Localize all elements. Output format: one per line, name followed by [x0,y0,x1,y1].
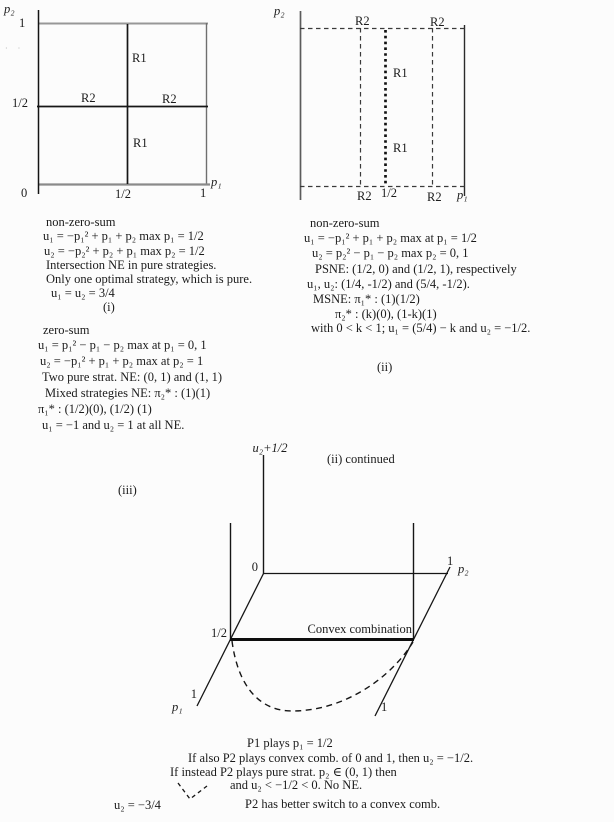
region-r1-lower: R1 [393,141,408,155]
left-eq-u2: u₂ = −p₂² + p₂ + p₁ max p₂ = 1/2 [44,244,205,258]
tick-half-left: 1/2 [12,96,28,110]
tick-one-right: 1 [381,700,388,714]
zerosum-pure-ne: Two pure strat. NE: (0, 1) and (1, 1) [42,370,222,384]
region-r2-bottom-right: R2 [427,190,442,204]
p1-axis-label: p₁ [172,700,183,714]
right-eq-u2: u₂ = p₂² − p₁ − p₂ max p₂ = 0, 1 [312,246,469,260]
p2-axis-label: p₂ [458,562,469,576]
tick-one-p2: 1 [447,554,454,568]
region-r2-bottom-left: R2 [357,189,372,203]
bottom-line-if-also: If also P2 plays convex comb. of 0 and 1, then u₂ = −1/2. [188,751,474,765]
label-iii: (iii) [118,483,137,497]
label-ii-continued: (ii) continued [327,452,395,466]
left-note-optimal: Only one optimal strategy, which is pure. [46,272,253,286]
right-msne-k: with 0 < k < 1; u₁ = (5/4) − k and u₂ = −1/2. [311,321,531,335]
stray-marks: · · [5,44,25,53]
p1-axis-label: p₁ [457,188,468,202]
left-heading-nonzerosum: non-zero-sum [46,215,116,229]
dashed-min-pointer [178,783,207,799]
convex-combination-label: Convex combination [307,622,412,636]
u2-min-label: u₂ = −3/4 [114,798,161,812]
right-plane-diagonal [375,567,450,716]
region-r2-right: R2 [162,92,177,106]
tick-half-bottom: 1/2 [115,187,131,201]
region-r2-left: R2 [81,91,96,105]
label-i: (i) [103,300,115,314]
left-eq-u1: u₁ = −p₁² + p₁ + p₂ max p₁ = 1/2 [43,229,204,243]
tick-one-top: 1 [19,16,26,30]
tick-zero: 0 [21,186,28,200]
u2-axis-label: u₂+1/2 [252,441,288,455]
left-eq-payoffs: u₁ = u₂ = 3/4 [51,286,115,300]
best-response-square-diagram [0,0,245,212]
region-r1-top: R1 [132,51,147,65]
dashed-strip-diagram [270,0,495,212]
label-ii: (ii) [377,360,393,374]
tick-zero-origin: 0 [251,560,258,574]
region-r2-top-left: R2 [355,14,370,28]
zerosum-pi1: π₁* : (1/2)(0), (1/2) (1) [38,402,152,416]
bottom-line-if-instead: If instead P2 plays pure strat. p₂ ∈ (0, 1) then [170,765,397,779]
p2-axis-label: p₂ [274,4,285,18]
right-heading-nonzerosum: non-zero-sum [310,216,380,230]
zerosum-payoffs: u₁ = −1 and u₂ = 1 at all NE. [42,418,185,432]
bottom-line-p1-plays: P1 plays p₁ = 1/2 [247,736,333,750]
region-r1-upper: R1 [393,66,408,80]
right-msne-pi2: π₂* : (k)(0), (1-k)(1) [335,307,437,321]
bottom-line-no-ne: and u₂ < −1/2 < 0. No NE. [230,778,363,792]
right-msne-pi1: MSNE: π₁* : (1)(1/2) [313,292,420,306]
tick-half-bottom: 1/2 [381,186,397,200]
p1-axis-label: p₁ [211,175,222,189]
p2-axis-label: p₂ [4,2,15,16]
tick-half-u2: 1/2 [211,626,227,640]
zerosum-eq-u1: u₁ = p₁² − p₁ − p₂ max at p₁ = 0, 1 [38,338,207,352]
left-heading-zerosum: zero-sum [43,323,90,337]
right-eq-u1: u₁ = −p₁² + p₁ + p₂ max at p₁ = 1/2 [304,231,477,245]
tick-one-p1: 1 [190,687,197,701]
zerosum-eq-u2: u₂ = −p₁² + p₁ + p₂ max at p₂ = 1 [40,354,204,368]
tick-one-bottom: 1 [200,186,207,200]
bottom-line-better-switch: P2 has better switch to a convex comb. [245,797,441,811]
region-r2-top-right: R2 [430,15,445,29]
left-note-intersection: Intersection NE in pure strategies. [46,258,217,272]
region-r1-bottom: R1 [133,136,148,150]
right-payoffs: u₁, u₂: (1/4, -1/2) and (5/4, -1/2). [307,277,470,291]
right-psne: PSNE: (1/2, 0) and (1/2, 1), respectively [315,262,517,276]
zerosum-mixed-ne: Mixed strategies NE: π₂* : (1)(1) [45,386,211,400]
